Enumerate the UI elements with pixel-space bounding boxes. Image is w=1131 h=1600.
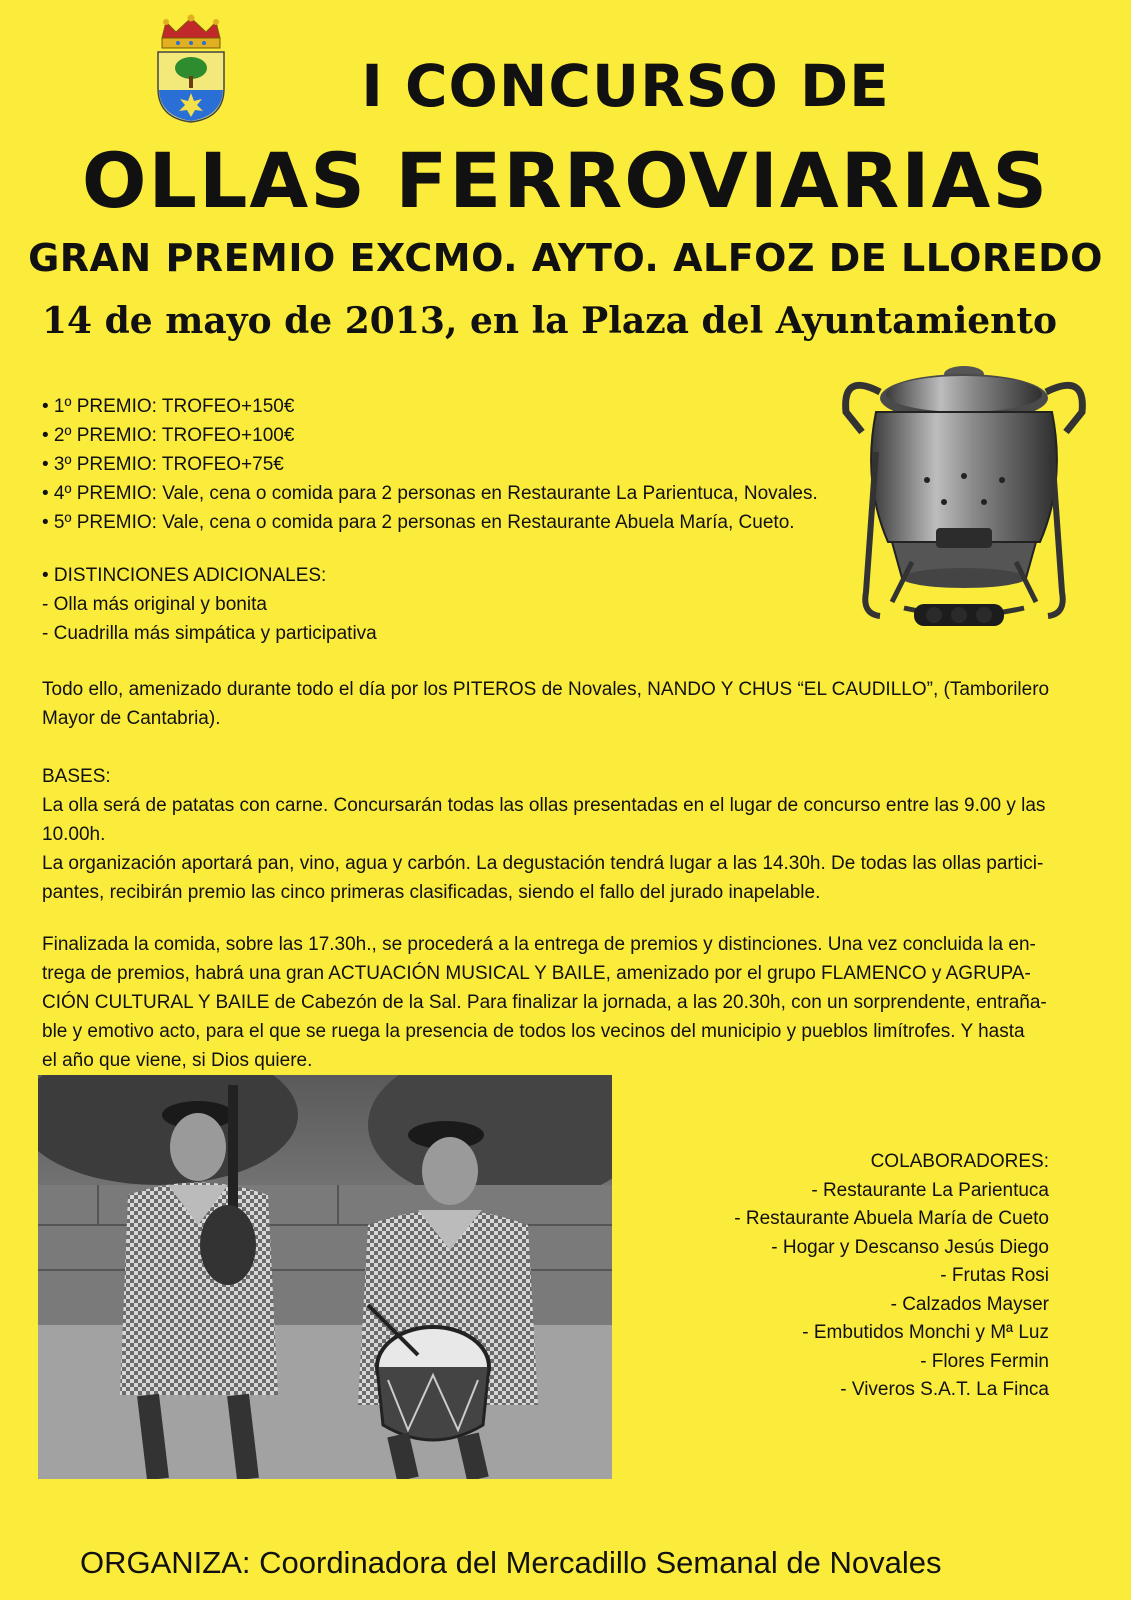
bases-line: 10.00h. — [42, 824, 106, 845]
collaborators — [734, 1148, 1049, 1405]
distinctions-heading: • DISTINCIONES ADICIONALES: — [42, 565, 327, 586]
intro-line: Mayor de Cantabria). — [42, 708, 221, 729]
final-line: Finalizada la comida, sobre las 17.30h., se procederá a la entrega de premios y distinciones. Una vez concluida la en- — [42, 934, 1036, 955]
collaborator-item: - Flores Fermin — [920, 1350, 1049, 1372]
final-line: ble y emotivo acto, para el que se ruega la presencia de todos los vecinos del municipio y pueblos limítrofes. Y hasta — [42, 1021, 1025, 1042]
organiza-label: ORGANIZA: — [80, 1545, 251, 1580]
intro-line: Todo ello, amenizado durante todo el día por los PITEROS de Novales, NANDO Y CHUS “EL CAUDILLO”, (Tamborilero — [42, 679, 1050, 700]
date-place: 14 de mayo de 2013, en la Plaza del Ayuntamiento — [42, 300, 1057, 342]
collaborator-item: - Calzados Mayser — [890, 1293, 1049, 1315]
title-line-3: GRAN PREMIO EXCMO. AYTO. ALFOZ DE LLOREDO — [28, 236, 1103, 280]
final-line: el año que viene, si Dios quiere. — [42, 1050, 313, 1071]
prize-item: • 2º PREMIO: TROFEO+100€ — [42, 425, 295, 446]
distinction-item: - Cuadrilla más simpática y participativa — [42, 623, 377, 644]
prize-item: • 1º PREMIO: TROFEO+150€ — [42, 396, 295, 417]
musicians-photo — [38, 1075, 612, 1479]
prize-item: • 4º PREMIO: Vale, cena o comida para 2 personas en Restaurante La Parientuca, Novales. — [42, 483, 818, 504]
collaborator-item: - Embutidos Monchi y Mª Luz — [802, 1322, 1049, 1343]
railway-pot-icon — [832, 352, 1096, 644]
organiza-text: Coordinadora del Mercadillo Semanal de Novales — [250, 1545, 942, 1580]
collaborator-item: - Hogar y Descanso Jesús Diego — [771, 1236, 1049, 1258]
final-line: CIÓN CULTURAL Y BAILE de Cabezón de la Sal. Para finalizar la jornada, a las 20.30h, con un sorprendente, entraña- — [42, 992, 1047, 1013]
bases-heading: BASES: — [42, 766, 111, 787]
bases-line: La olla será de patatas con carne. Concursarán todas las ollas presentadas en el lugar de concurso entre las 9.00 y las — [42, 795, 1046, 816]
collaborators-heading: COLABORADORES: — [870, 1151, 1049, 1172]
collaborator-item: - Restaurante La Parientuca — [811, 1179, 1049, 1201]
bases-line: La organización aportará pan, vino, agua y carbón. La degustación tendrá lugar a las 14.30h. De todas las ollas partici- — [42, 853, 1044, 874]
prize-item: • 3º PREMIO: TROFEO+75€ — [42, 454, 284, 475]
collaborator-item: - Restaurante Abuela María de Cueto — [734, 1208, 1049, 1229]
bases-line: pantes, recibirán premio las cinco primeras clasificadas, siendo el fallo del jurado inapelable. — [42, 882, 821, 903]
prize-item: • 5º PREMIO: Vale, cena o comida para 2 personas en Restaurante Abuela María, Cueto. — [42, 512, 795, 533]
final-line: trega de premios, habrá una gran ACTUACIÓN MUSICAL Y BAILE, amenizado por el grupo FLAMENCO y AGRUPA- — [42, 963, 1031, 984]
final-paragraph — [42, 930, 1084, 1075]
bases-section — [42, 762, 1084, 907]
collaborator-item: - Frutas Rosi — [940, 1265, 1049, 1286]
title-line-2: OLLAS FERROVIARIAS — [81, 136, 1050, 225]
title-line-1: I CONCURSO DE — [361, 52, 890, 120]
organiza-footer — [80, 1545, 1130, 1581]
intro-paragraph — [42, 675, 1084, 733]
collaborator-item: - Viveros S.A.T. La Finca — [840, 1379, 1049, 1400]
distinction-item: - Olla más original y bonita — [42, 594, 267, 615]
